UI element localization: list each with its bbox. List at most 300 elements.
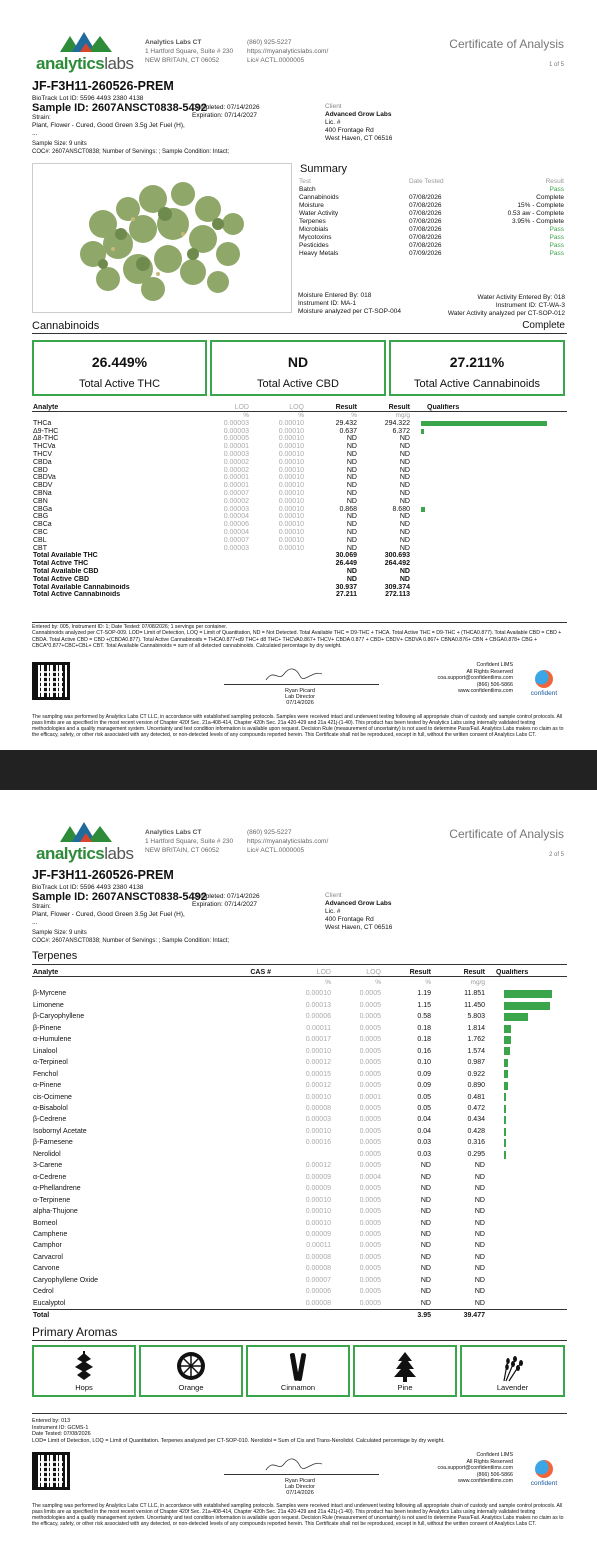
divider xyxy=(32,1413,567,1414)
total-name: Total Available THC xyxy=(33,552,98,560)
qualifier-cell xyxy=(486,1218,567,1229)
terpenes-title: Terpenes xyxy=(32,950,78,962)
total-row xyxy=(32,568,567,576)
result-pct: ND xyxy=(420,1196,431,1204)
result-pct: ND xyxy=(420,1299,431,1307)
table-row xyxy=(32,420,567,428)
loq-value: 0.00010 xyxy=(278,513,304,521)
qualifier-cell xyxy=(486,1263,567,1274)
loq-value: 0.0005 xyxy=(359,1116,381,1124)
lod-value: 0.00001 xyxy=(223,474,249,482)
result-bar xyxy=(504,1013,528,1021)
qualifier-cell xyxy=(411,459,567,467)
loq-value: 0.0005 xyxy=(359,1162,381,1170)
lod-value: 0.00003 xyxy=(305,1116,331,1124)
qualifier-cell xyxy=(486,1286,567,1297)
terpene-notes: Entered by: 013 Instrument ID: GCMS-1 Date Tested: 07/08/2026 LOD= Limit of Detection, LOQ = Limit of Quantitation. Terpenes analyzed per CT-SOP-010. Nerolidol = Sum of Cis and Trans-Nerolidol. Calculated percentage by dry weight. xyxy=(32,1418,445,1444)
result-pct: ND xyxy=(346,450,357,458)
table-row xyxy=(32,1229,567,1240)
result-mg: ND xyxy=(399,544,410,552)
table-row xyxy=(32,1218,567,1229)
result-bar xyxy=(504,1093,506,1101)
col-result-mg: Result xyxy=(388,404,410,411)
total-row xyxy=(32,1310,567,1322)
result-mg: ND xyxy=(399,489,410,497)
result-mg: ND xyxy=(399,466,410,474)
summary-date: 07/08/2026 xyxy=(409,218,442,225)
cas-value xyxy=(182,1229,272,1240)
analyte-name: CBN xyxy=(33,497,48,505)
result-mg: ND xyxy=(474,1299,485,1307)
table-row xyxy=(32,545,567,553)
total-row xyxy=(32,576,567,584)
col-result: Result xyxy=(545,178,564,185)
result-mg: 0.295 xyxy=(467,1150,485,1158)
analyte-name: α-Humulene xyxy=(33,1036,72,1044)
cas-value xyxy=(182,1149,272,1160)
cas-value xyxy=(182,1046,272,1057)
table-row xyxy=(32,1137,567,1148)
summary-row xyxy=(298,194,565,202)
loq-value: 0.0004 xyxy=(359,1173,381,1181)
qualifier-cell xyxy=(486,1172,567,1183)
result-pct: 0.09 xyxy=(417,1082,431,1090)
signature-image xyxy=(264,1456,324,1474)
summary-row xyxy=(298,210,565,218)
lod-value: 0.00010 xyxy=(305,1127,331,1135)
summary-date: 07/08/2026 xyxy=(409,194,442,201)
lab-address: Analytics Labs CT 1 Hartford Square, Suite # 230 NEW BRITAIN, CT 06052 xyxy=(145,829,234,854)
qr-code[interactable] xyxy=(32,662,70,700)
table-row xyxy=(32,1240,567,1251)
table-row xyxy=(32,1160,567,1171)
result-pct: 0.05 xyxy=(417,1093,431,1101)
summary-result: Pass xyxy=(549,242,564,249)
result-pct: 1.19 xyxy=(417,990,431,998)
lod-value: 0.00006 xyxy=(305,1288,331,1296)
analyte-name: α-Bisabolol xyxy=(33,1104,68,1112)
total-pct: 27.211 xyxy=(335,591,357,599)
result-pct: ND xyxy=(346,489,357,497)
result-pct: ND xyxy=(420,1208,431,1216)
table-row xyxy=(32,459,567,467)
result-mg: 11.450 xyxy=(464,1001,485,1009)
table-row xyxy=(32,467,567,475)
total-mg: 39.477 xyxy=(463,1312,485,1320)
col-test: Test xyxy=(299,178,311,185)
loq-value: 0.00010 xyxy=(278,521,304,529)
loq-value: 0.0005 xyxy=(359,1013,381,1021)
result-bar xyxy=(504,1082,508,1090)
document-title: Certificate of Analysis xyxy=(449,827,564,841)
loq-value: 0.00010 xyxy=(278,497,304,505)
cas-value xyxy=(182,1183,272,1194)
lod-value: 0.00016 xyxy=(305,1139,331,1147)
cas-value xyxy=(182,1206,272,1217)
analyte-name: β-Myrcene xyxy=(33,990,67,998)
analyte-name: Camphor xyxy=(33,1242,62,1250)
total-cannabinoids-box: 27.211% Total Active Cannabinoids xyxy=(389,340,565,396)
summary-result: Pass xyxy=(549,234,564,241)
loq-value: 0.0005 xyxy=(359,1150,381,1158)
result-pct: 29.432 xyxy=(335,419,357,427)
table-row xyxy=(32,428,567,436)
lod-value: 0.00003 xyxy=(223,544,249,552)
total-pct: 3.95 xyxy=(417,1312,431,1320)
analyte-name: α-Cedrene xyxy=(33,1173,67,1181)
total-pct: 26.449 xyxy=(335,560,357,568)
summary-test: Water Activity xyxy=(299,210,339,217)
lod-value: 0.00011 xyxy=(306,1242,331,1250)
result-pct: 0.16 xyxy=(417,1047,431,1055)
result-bar xyxy=(421,507,425,512)
col-result-pct: Result xyxy=(335,404,357,411)
aroma-cinnamon: Cinnamon xyxy=(246,1345,350,1397)
loq-value: 0.0001 xyxy=(359,1093,381,1101)
result-mg: 6.372 xyxy=(392,427,410,435)
table-row xyxy=(32,1023,567,1034)
lod-value: 0.00010 xyxy=(305,990,331,998)
lod-value: 0.00008 xyxy=(305,1253,331,1261)
table-row xyxy=(32,482,567,490)
result-pct: 0.09 xyxy=(417,1070,431,1078)
analyte-name: CBGa xyxy=(33,505,53,513)
lod-value: 0.00003 xyxy=(223,450,249,458)
total-thc-box: 26.449% Total Active THC xyxy=(32,340,207,396)
lod-value: 0.00008 xyxy=(305,1299,331,1307)
hops-icon xyxy=(71,1351,97,1381)
analyte-name: CBNa xyxy=(33,489,52,497)
analyte-name: Δ8-THC xyxy=(33,435,59,443)
result-bar xyxy=(504,1036,511,1044)
analyte-name: cis-Ocimene xyxy=(33,1093,72,1101)
result-mg: 0.481 xyxy=(467,1093,485,1101)
loq-value: 0.00010 xyxy=(278,458,304,466)
unit-result-pct: % xyxy=(351,412,357,419)
lod-value xyxy=(272,1149,332,1160)
result-bar xyxy=(504,1105,506,1113)
summary-date: 07/09/2026 xyxy=(409,250,442,257)
summary-date: 07/08/2026 xyxy=(409,234,442,241)
result-mg: ND xyxy=(399,521,410,529)
page-header xyxy=(32,820,567,864)
analyte-name: Carvacrol xyxy=(33,1253,63,1261)
result-pct: ND xyxy=(420,1185,431,1193)
unit-lod: % xyxy=(325,979,331,986)
result-mg: 1.762 xyxy=(467,1036,485,1044)
col-analyte: Analyte xyxy=(33,969,59,976)
page-number: 2 of 5 xyxy=(548,852,564,858)
lod-value: 0.00015 xyxy=(305,1070,331,1078)
table-row xyxy=(32,498,567,506)
qualifier-cell xyxy=(486,1126,567,1137)
table-row xyxy=(32,474,567,482)
lims-info: Confident LIMS All Rights Reserved coa.support@confidentlims.com (866) 506-5866 www.confidentlims.com xyxy=(437,662,513,694)
lod-value: 0.00017 xyxy=(305,1036,331,1044)
summary-test: Moisture xyxy=(299,202,324,209)
pine-icon xyxy=(392,1351,418,1383)
result-pct: ND xyxy=(346,435,357,443)
result-mg: 1.814 xyxy=(467,1024,485,1032)
analyte-name: Borneol xyxy=(33,1219,58,1227)
empty-cell xyxy=(250,584,305,592)
result-pct: ND xyxy=(346,513,357,521)
analyte-name: CBDVa xyxy=(33,474,56,482)
empty-cell xyxy=(190,560,250,568)
cannabinoids-status: Complete xyxy=(522,320,565,331)
result-mg: 0.316 xyxy=(467,1139,485,1147)
cas-value xyxy=(182,1252,272,1263)
total-row xyxy=(32,591,567,599)
loq-value: 0.00010 xyxy=(278,443,304,451)
result-mg: 5.803 xyxy=(467,1013,485,1021)
result-bar xyxy=(421,429,424,434)
result-pct: ND xyxy=(346,528,357,536)
sample-size: Sample Size: 9 units COC#: 2607ANSCT0838; Number of Servings: ; Sample Condition: Intact; xyxy=(32,141,230,155)
unit-loq: % xyxy=(298,412,304,419)
cas-value xyxy=(182,1263,272,1274)
qualifier-cell xyxy=(486,1092,567,1103)
result-pct: ND xyxy=(420,1276,431,1284)
summary-title: Summary xyxy=(300,163,348,175)
summary-row xyxy=(298,186,565,194)
result-pct: ND xyxy=(346,474,357,482)
unit-result-mg: mg/g xyxy=(470,979,485,986)
lod-value: 0.00012 xyxy=(305,1059,331,1067)
lod-value: 0.00003 xyxy=(223,427,249,435)
summary-table xyxy=(298,177,565,258)
result-mg: ND xyxy=(399,450,410,458)
signature-image xyxy=(264,666,324,684)
col-qualifiers: Qualifiers xyxy=(496,969,529,976)
empty-cell xyxy=(411,584,567,592)
result-pct: ND xyxy=(346,544,357,552)
sample-info xyxy=(32,79,567,159)
lod-value: 0.00006 xyxy=(223,521,249,529)
result-pct: 1.15 xyxy=(417,1001,431,1009)
analyte-name: α-Phellandrene xyxy=(33,1185,81,1193)
page-separator xyxy=(0,750,597,790)
result-pct: ND xyxy=(420,1219,431,1227)
cas-value xyxy=(182,1275,272,1286)
col-date: Date Tested xyxy=(409,178,444,185)
result-pct: ND xyxy=(346,497,357,505)
qualifier-cell xyxy=(486,1080,567,1091)
cas-value xyxy=(182,1114,272,1125)
analyte-name: 3-Carene xyxy=(33,1162,63,1170)
cas-value xyxy=(182,1195,272,1206)
analyte-name: Eucalyptol xyxy=(33,1299,66,1307)
loq-value: 0.0005 xyxy=(359,1276,381,1284)
empty-cell xyxy=(332,1310,382,1322)
qualifier-cell xyxy=(486,1069,567,1080)
qualifier-cell xyxy=(486,1103,567,1114)
confident-logo: confident xyxy=(520,1460,568,1500)
sample-info xyxy=(32,868,567,948)
biotrack-id: BioTrack Lot ID: 5596 4493 2380 4138 xyxy=(32,95,144,102)
lod-value: 0.00004 xyxy=(223,528,249,536)
lod-value: 0.00008 xyxy=(305,1104,331,1112)
lod-value: 0.00010 xyxy=(305,1196,331,1204)
result-pct: 0.10 xyxy=(417,1059,431,1067)
loq-value: 0.0005 xyxy=(359,990,381,998)
total-row xyxy=(32,560,567,568)
result-pct: ND xyxy=(420,1253,431,1261)
summary-row xyxy=(298,250,565,258)
loq-value: 0.0005 xyxy=(359,1185,381,1193)
table-row xyxy=(32,506,567,514)
result-mg: ND xyxy=(474,1276,485,1284)
col-cas: CAS # xyxy=(250,969,271,976)
result-mg: 0.890 xyxy=(467,1082,485,1090)
result-mg: ND xyxy=(399,435,410,443)
qualifier-cell xyxy=(486,988,567,999)
qualifier-cell xyxy=(411,474,567,482)
table-row xyxy=(32,1172,567,1183)
analyte-name: Camphene xyxy=(33,1230,68,1238)
summary-result: 0.53 aw - Complete xyxy=(507,210,564,217)
divider xyxy=(32,1340,567,1341)
qualifier-cell xyxy=(486,1057,567,1068)
loq-value: 0.00010 xyxy=(278,435,304,443)
analyte-name: THCa xyxy=(33,419,52,427)
empty-cell xyxy=(411,576,567,584)
result-bar xyxy=(504,1128,506,1136)
analyte-name: CBD xyxy=(33,466,48,474)
loq-value: 0.0005 xyxy=(359,1070,381,1078)
cas-value xyxy=(182,1069,272,1080)
table-row xyxy=(32,1011,567,1022)
col-qualifiers: Qualifiers xyxy=(427,404,460,411)
result-mg: ND xyxy=(474,1242,485,1250)
table-row xyxy=(32,1275,567,1286)
result-pct: ND xyxy=(420,1230,431,1238)
result-pct: 0.05 xyxy=(417,1104,431,1112)
total-mg: 264.492 xyxy=(384,560,410,568)
loq-value: 0.0005 xyxy=(359,1024,381,1032)
table-row xyxy=(32,1195,567,1206)
table-row xyxy=(32,490,567,498)
qualifier-cell xyxy=(411,506,567,514)
result-mg: ND xyxy=(399,458,410,466)
cas-value xyxy=(182,1034,272,1045)
summary-date: 07/08/2026 xyxy=(409,202,442,209)
disclaimer: The sampling was performed by Analytics Labs CT LLC, in accordance with established sampling protocols. Samples were received intact and underwent testing following all appropriate chain of custody and sample control protocols. All pass limits are as specified in the most recent version of Chapter 420f Sec. 21a-408-414, Chapter 420h Sec. 21a 420-429 and 21a 421j-(1-40). This product has been tested by Analytics Labs using internally validated testing methodologies and a quality management system. Uncertainty and test condition information is available upon request. Decision Rule (measurement of uncertainty) is not used to determine Pass/Fail. Analytics Labs makes no claim as to the efficacy, safety, or other risk associated with any detected, or non-detected levels of any compounds reported herein. This Certificate shall not be reproduced, except in full, without the written consent of Analytics Labs CT. xyxy=(32,1503,564,1528)
summary-result: Pass xyxy=(549,250,564,257)
empty-cell xyxy=(250,591,305,599)
analyte-name: β-Caryophyllene xyxy=(33,1013,85,1021)
result-pct: 0.637 xyxy=(339,427,357,435)
loq-value: 0.0005 xyxy=(359,1242,381,1250)
summary-test: Cannabinoids xyxy=(299,194,339,201)
analyte-name: β-Cedrene xyxy=(33,1116,67,1124)
lod-value: 0.00001 xyxy=(223,443,249,451)
result-mg: ND xyxy=(474,1196,485,1204)
result-mg: ND xyxy=(474,1173,485,1181)
lod-value: 0.00002 xyxy=(223,458,249,466)
cas-value xyxy=(182,1080,272,1091)
result-mg: ND xyxy=(399,443,410,451)
qualifier-cell xyxy=(411,521,567,529)
result-pct: 0.868 xyxy=(339,505,357,513)
lod-value: 0.00004 xyxy=(223,513,249,521)
unit-result-mg: mg/g xyxy=(395,412,410,419)
analyte-name: CBC xyxy=(33,528,48,536)
result-mg: ND xyxy=(474,1288,485,1296)
table-row xyxy=(32,1252,567,1263)
empty-cell xyxy=(190,591,250,599)
terpenes-table xyxy=(32,969,567,1322)
aroma-lavender: Lavender xyxy=(460,1345,565,1397)
total-cbd-box: ND Total Active CBD xyxy=(210,340,386,396)
result-mg: ND xyxy=(399,497,410,505)
empty-cell xyxy=(411,568,567,576)
empty-cell xyxy=(486,1310,567,1322)
divider xyxy=(32,622,567,623)
analyte-name: β-Farnesene xyxy=(33,1139,73,1147)
signature-line xyxy=(224,684,379,685)
analyte-name: β-Pinene xyxy=(33,1024,62,1032)
analyte-name: Limonene xyxy=(33,1001,64,1009)
signature-line xyxy=(224,1474,379,1475)
result-mg: ND xyxy=(399,482,410,490)
table-row xyxy=(32,443,567,451)
total-name: Total Available Cannabinoids xyxy=(33,583,130,591)
table-row xyxy=(32,1092,567,1103)
qualifier-cell xyxy=(411,451,567,459)
result-pct: 0.18 xyxy=(417,1036,431,1044)
cas-value xyxy=(182,1000,272,1011)
loq-value: 0.00010 xyxy=(278,419,304,427)
sample-photo xyxy=(32,163,292,313)
lod-value: 0.00002 xyxy=(223,497,249,505)
orange-icon xyxy=(176,1351,206,1381)
result-pct: ND xyxy=(346,482,357,490)
result-pct: ND xyxy=(346,521,357,529)
lod-value: 0.00011 xyxy=(306,1024,331,1032)
qualifier-cell xyxy=(411,513,567,521)
loq-value: 0.0005 xyxy=(359,1127,381,1135)
qualifier-cell xyxy=(486,1275,567,1286)
analyte-name: CBG xyxy=(33,513,49,521)
qualifier-cell xyxy=(411,498,567,506)
qualifier-cell xyxy=(411,443,567,451)
summary-test: Microbials xyxy=(299,226,329,233)
total-mg: 272.113 xyxy=(385,591,410,599)
empty-cell xyxy=(411,552,567,560)
result-mg: 0.428 xyxy=(467,1127,485,1135)
cas-value xyxy=(182,1160,272,1171)
loq-value: 0.00010 xyxy=(278,466,304,474)
aroma-orange: Orange xyxy=(139,1345,243,1397)
summary-row xyxy=(298,242,565,250)
qualifier-cell xyxy=(486,1137,567,1148)
empty-cell xyxy=(190,552,250,560)
table-row xyxy=(32,1057,567,1068)
result-mg: 294.322 xyxy=(384,419,410,427)
total-mg: ND xyxy=(399,575,410,583)
unit-result-pct: % xyxy=(425,979,431,986)
table-row xyxy=(32,1000,567,1011)
qr-code[interactable] xyxy=(32,1452,70,1490)
analyte-name: Fenchol xyxy=(33,1070,58,1078)
analyte-name: Nerolidol xyxy=(33,1150,61,1158)
cas-value xyxy=(182,1298,272,1310)
lod-value: 0.00008 xyxy=(305,1265,331,1273)
summary-date xyxy=(408,186,488,194)
total-mg: 309.374 xyxy=(384,583,410,591)
lab-contact: (860) 925-5227 https://myanalyticslabs.com/ Lic# ACTL.0000005 xyxy=(247,829,329,854)
